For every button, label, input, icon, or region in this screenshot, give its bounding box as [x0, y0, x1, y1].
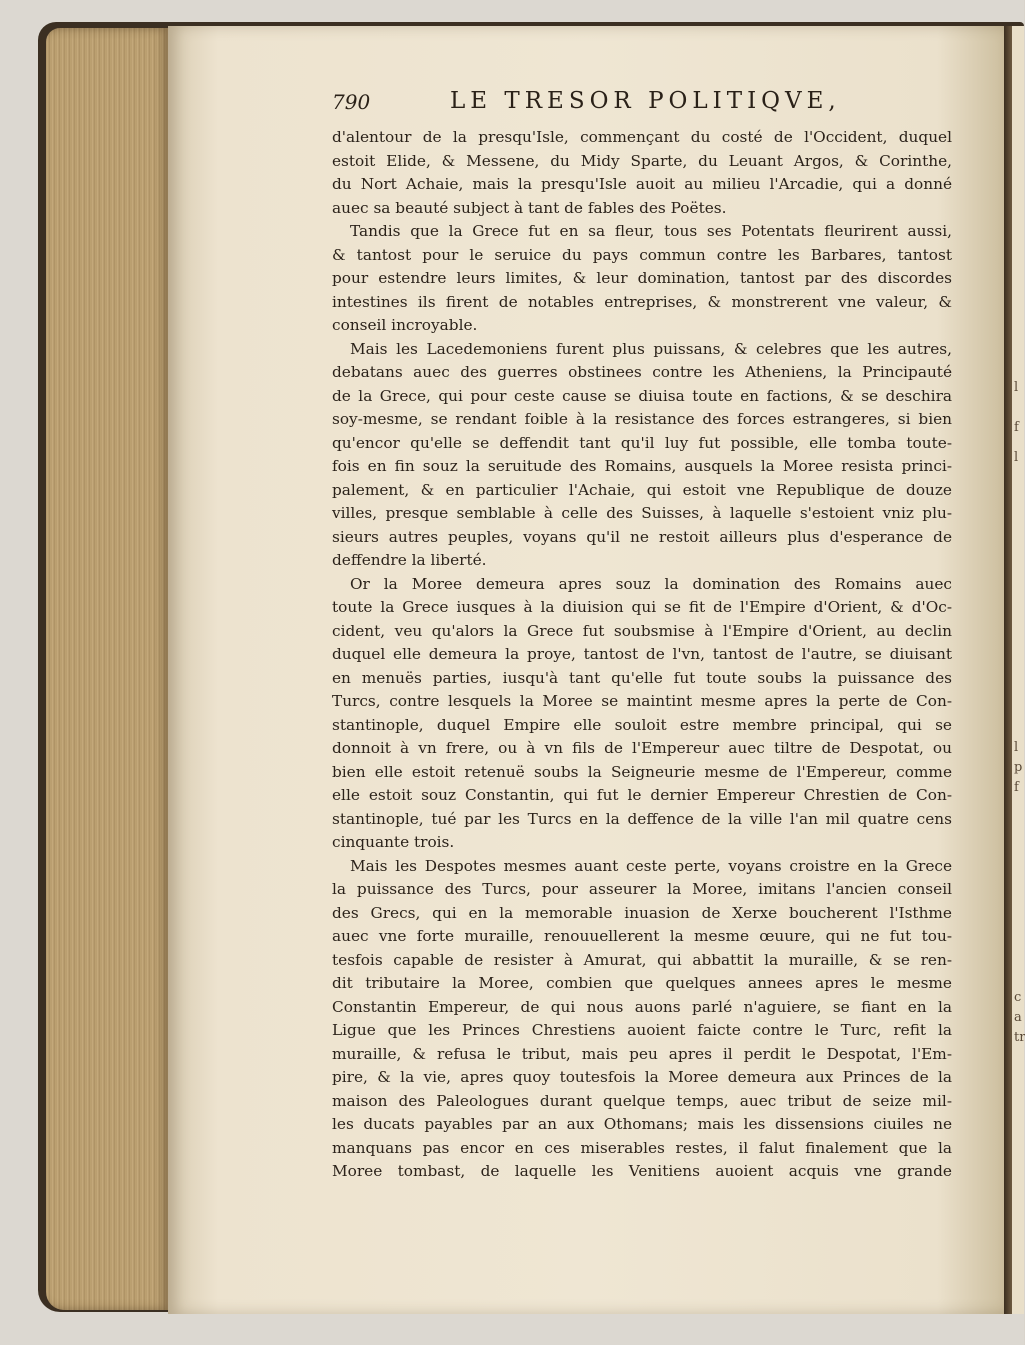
- margin-fragment: l: [1014, 380, 1019, 395]
- text-line: qu'encor qu'elle se deffendit tant qu'il luy fut possible, elle tomba toute-: [332, 433, 952, 452]
- text-line: auec sa beauté subject à tant de fables des Poëtes.: [332, 198, 727, 217]
- text-line: d'alentour de la presqu'Isle, commençant du costé de l'Occident, duquel: [332, 128, 952, 146]
- running-title: LE TRESOR POLITIQVE,: [450, 88, 841, 114]
- text-line: du Nort Achaie, mais la presqu'Isle auoit au milieu l'Arcadie, qui a donné: [332, 175, 952, 193]
- margin-fragment: a: [1014, 1010, 1022, 1025]
- text-line: muraille, & refusa le tribut, mais peu apres il perdit le Despotat, l'Em-: [332, 1044, 952, 1063]
- page-header: [332, 88, 952, 122]
- text-line: tesfois capable de resister à Amurat, qui abbattit la muraille, & se ren-: [332, 950, 952, 969]
- text-line: pire, & la vie, apres quoy toutesfois la Moree demeura aux Princes de la: [332, 1068, 952, 1086]
- text-line: Turcs, contre lesquels la Moree se maintint mesme apres la perte de Con-: [332, 692, 952, 710]
- text-line: cinquante trois.: [332, 833, 455, 851]
- margin-fragment: l: [1014, 740, 1019, 755]
- text-line: soy-mesme, se rendant foible à la resistance des forces estrangeres, si bien: [332, 410, 952, 428]
- text-line: sieurs autres peuples, voyans qu'il ne restoit ailleurs plus d'esperance de: [332, 527, 952, 546]
- text-line: intestines ils firent de notables entreprises, & monstrerent vne valeur, &: [332, 292, 952, 311]
- text-line: duquel elle demeura la proye, tantost de l'vn, tantost de l'autre, se diuisant: [332, 645, 952, 663]
- text-line: pour estendre leurs limites, & leur domination, tantost par des discordes: [332, 269, 952, 287]
- text-line: toute la Grece iusques à la diuision qui se fit de l'Empire d'Orient, & d'Oc-: [332, 598, 952, 616]
- page-edges: [46, 28, 170, 1310]
- text-line: cident, veu qu'alors la Grece fut soubsmise à l'Empire d'Orient, au declin: [332, 621, 952, 640]
- text-line: villes, presque semblable à celle des Suisses, à laquelle s'estoient vniz plu-: [332, 504, 952, 522]
- text-line: manquans pas encor en ces miserables restes, il falut finalement que la: [332, 1138, 952, 1157]
- text-line: Mais les Lacedemoniens furent plus puissans, & celebres que les autres,: [350, 339, 952, 358]
- margin-fragment: l: [1014, 450, 1019, 465]
- text-line: Ligue que les Princes Chrestiens auoient faicte contre le Turc, refit la: [332, 1021, 952, 1039]
- text-line: donnoit à vn frere, ou à vn fils de l'Empereur auec tiltre de Despotat, ou: [332, 739, 952, 757]
- text-line: dit tributaire la Moree, combien que quelques annees apres le mesme: [332, 974, 952, 992]
- text-line: estoit Elide, & Messene, du Midy Sparte, du Leuant Argos, & Corinthe,: [332, 151, 952, 170]
- margin-fragment: p: [1014, 760, 1023, 775]
- text-line: la puissance des Turcs, pour asseurer la Moree, imitans l'ancien conseil: [332, 880, 952, 898]
- margin-fragment: f: [1014, 420, 1019, 435]
- text-line: Moree tombast, de laquelle les Venitiens auoient acquis vne grande: [332, 1162, 952, 1180]
- margin-fragment: tr: [1014, 1030, 1025, 1045]
- text-line: stantinople, tué par les Turcs en la deffence de la ville l'an mil quatre cens: [332, 809, 952, 828]
- text-line: palement, & en particulier l'Achaie, qui estoit vne Republique de douze: [332, 480, 952, 499]
- text-line: conseil incroyable.: [332, 316, 478, 334]
- page-number: 790: [332, 90, 371, 114]
- text-line: fois en fin souz la seruitude des Romains, ausquels la Moree resista princi-: [332, 457, 952, 475]
- text-line: en menuës parties, iusqu'à tant qu'elle fut toute soubs la puissance des: [332, 668, 952, 687]
- text-line: elle estoit souz Constantin, qui fut le dernier Empereur Chrestien de Con-: [332, 786, 952, 804]
- text-line: bien elle estoit retenuë soubs la Seigneurie mesme de l'Empereur, comme: [332, 762, 952, 781]
- margin-fragment: f: [1014, 780, 1019, 795]
- text-line: Or la Moree demeura apres souz la domination des Romains auec: [350, 574, 952, 593]
- text-line: debatans auec des guerres obstinees contre les Atheniens, la Principauté: [332, 363, 952, 381]
- text-line: les ducats payables par an aux Othomans; mais les dissensions ciuiles ne: [332, 1115, 952, 1133]
- text-line: Mais les Despotes mesmes auant ceste perte, voyans croistre en la Grece: [350, 856, 952, 875]
- text-line: deffendre la liberté.: [332, 551, 487, 569]
- margin-fragment: c: [1014, 990, 1022, 1005]
- right-page-edge: [1012, 26, 1024, 1314]
- text-line: des Grecs, qui en la memorable inuasion de Xerxe boucherent l'Isthme: [332, 903, 952, 922]
- text-line: & tantost pour le seruice du pays commun contre les Barbares, tantost: [332, 245, 952, 264]
- text-line: stantinople, duquel Empire elle souloit estre membre principal, qui se: [332, 715, 952, 734]
- text-line: Tandis que la Grece fut en sa fleur, tous ses Potentats fleurirent aussi,: [350, 222, 952, 240]
- body-text: [332, 126, 952, 1184]
- text-line: maison des Paleologues durant quelque temps, auec tribut de seize mil-: [332, 1091, 952, 1110]
- text-line: de la Grece, qui pour ceste cause se diuisa toute en factions, & se deschira: [332, 386, 952, 405]
- text-line: Constantin Empereur, de qui nous auons parlé n'aguiere, se fiant en la: [332, 997, 952, 1016]
- text-line: auec vne forte muraille, renouuellerent la mesme œuure, qui ne fut tou-: [332, 927, 952, 945]
